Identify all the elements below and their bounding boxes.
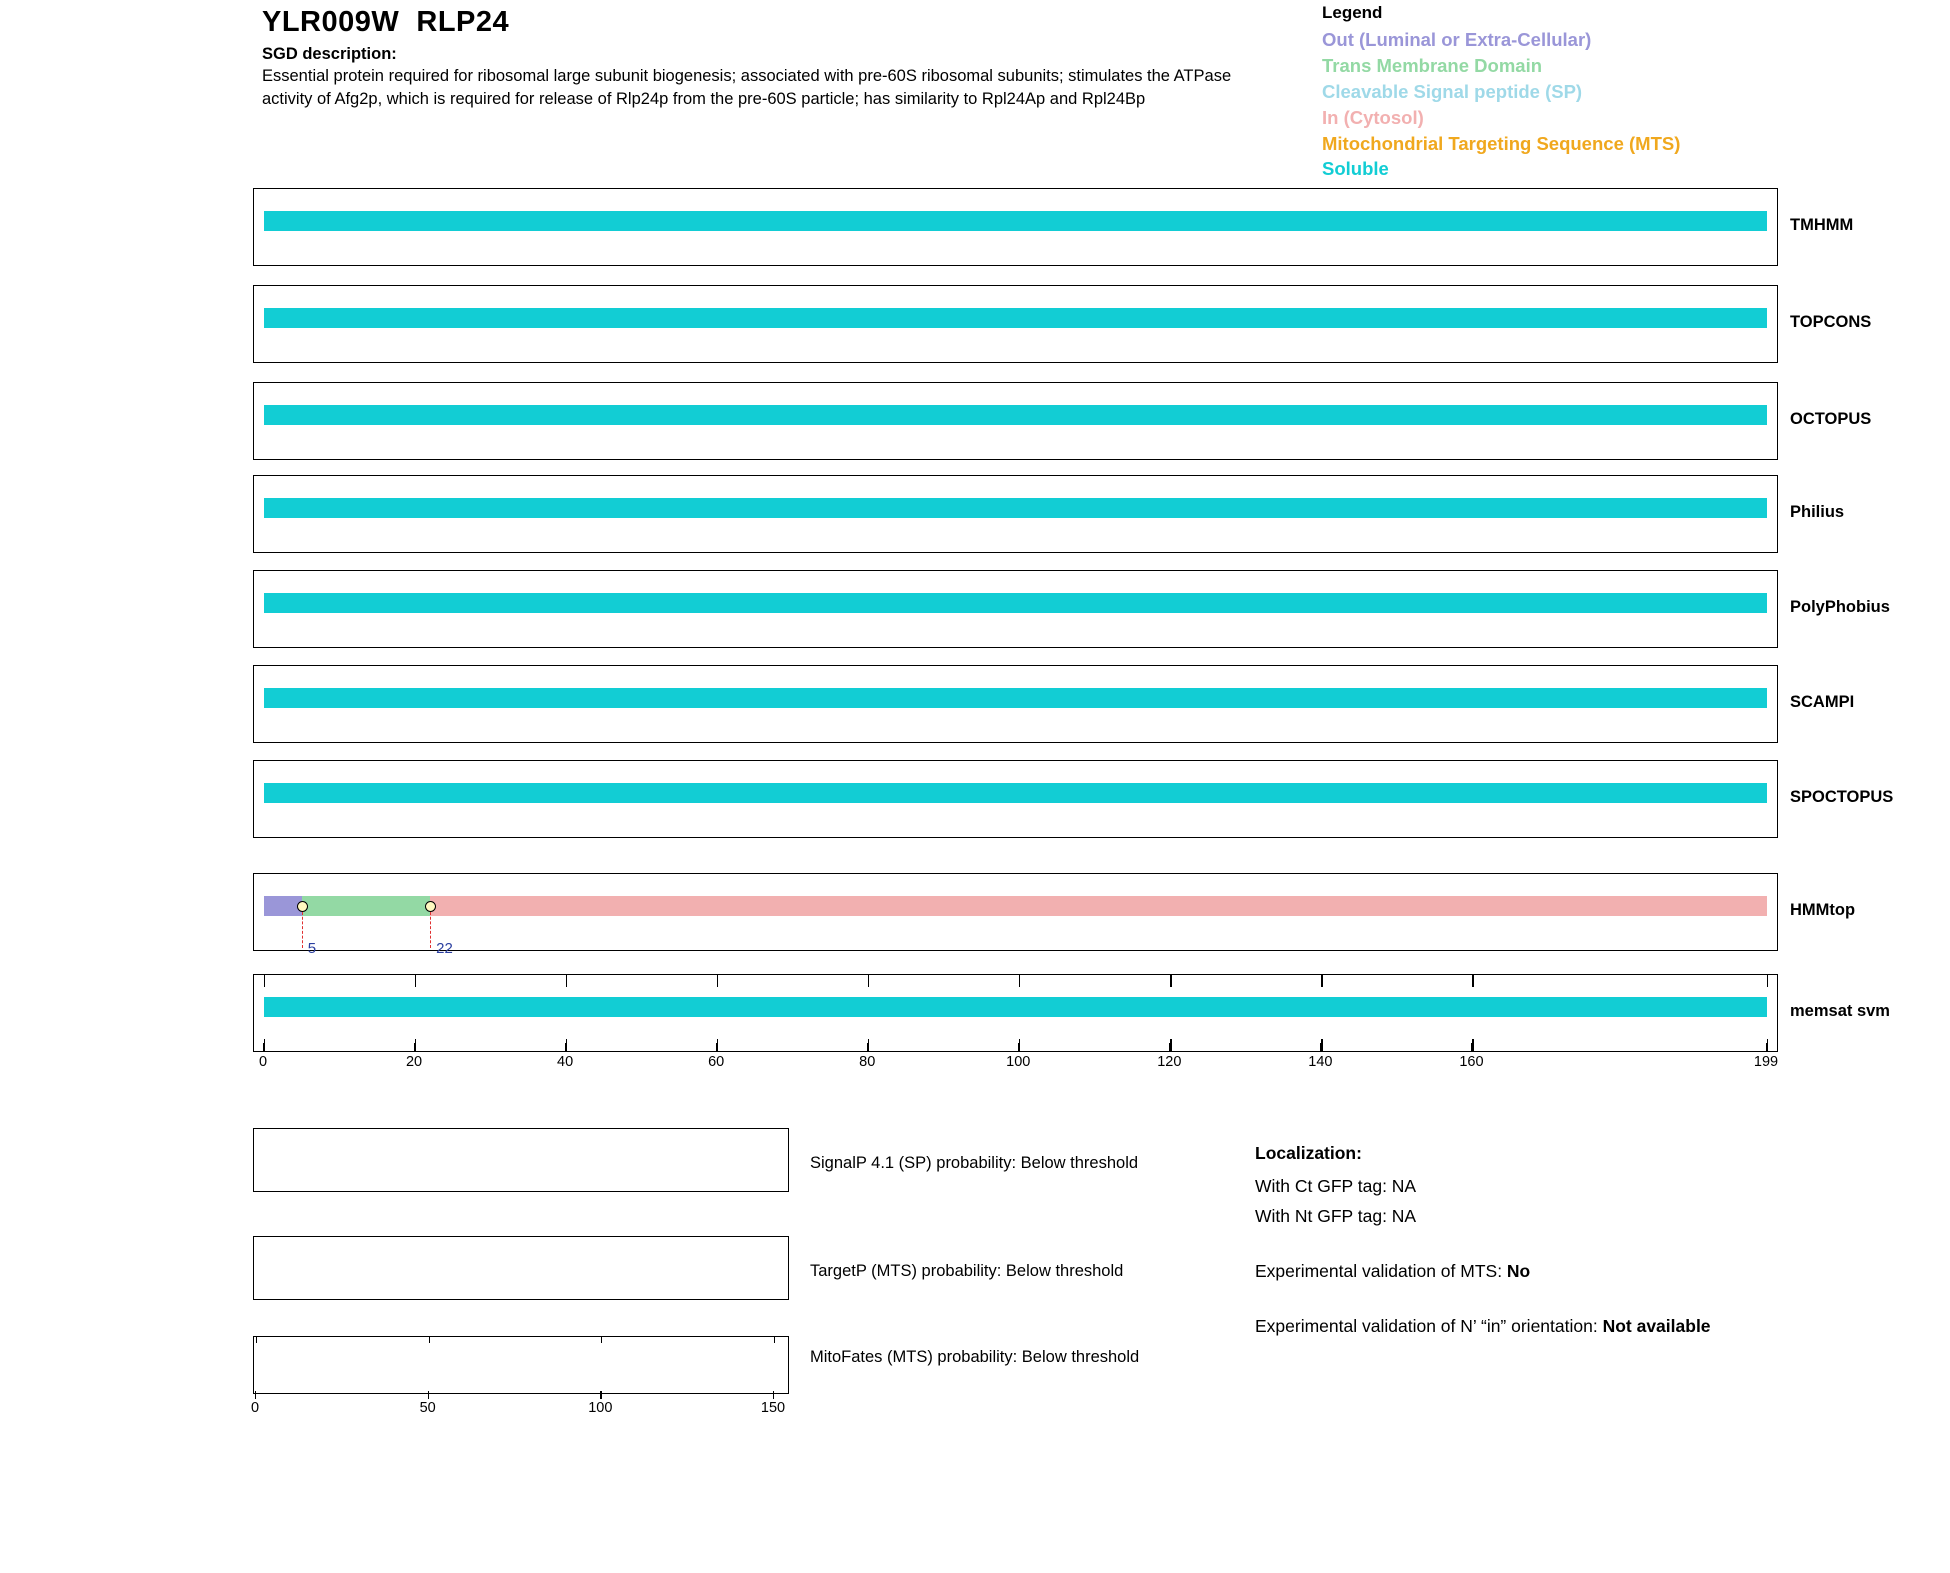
mini-axis-tick bbox=[255, 1391, 256, 1399]
axis-tick-label: 140 bbox=[1308, 1054, 1333, 1070]
topology-segment bbox=[264, 211, 1767, 231]
axis-tick bbox=[1169, 1043, 1170, 1052]
axis-tick-label: 0 bbox=[258, 1054, 268, 1070]
orientation-validation-line bbox=[1255, 1313, 1855, 1339]
axis-tick-inner bbox=[1321, 975, 1322, 987]
axis-tick-label: 60 bbox=[708, 1054, 725, 1070]
residue-axis bbox=[253, 1043, 1778, 1079]
axis-tick-label: 100 bbox=[1006, 1054, 1031, 1070]
mini-plot-tick bbox=[774, 1337, 775, 1343]
track-row bbox=[0, 760, 1950, 838]
axis-tick-label: 80 bbox=[859, 1054, 876, 1070]
topology-segment bbox=[264, 308, 1767, 328]
legend-item-tmd: Trans Membrane Domain bbox=[1322, 54, 1543, 76]
track-box-octopus bbox=[253, 382, 1778, 460]
signalp-caption: SignalP 4.1 (SP) probability: Below threshold bbox=[810, 1154, 1139, 1172]
legend-item-sp: Cleavable Signal peptide (SP) bbox=[1322, 80, 1583, 102]
sgd-description-label: SGD description: bbox=[262, 45, 397, 63]
track-row bbox=[0, 188, 1950, 266]
track-row bbox=[0, 285, 1950, 363]
topology-segment bbox=[264, 498, 1767, 518]
track-row bbox=[0, 382, 1950, 460]
mts-validation-line bbox=[1255, 1258, 1855, 1284]
header bbox=[262, 6, 1292, 111]
boundary-marker-line bbox=[430, 912, 431, 948]
track-label-scampi: SCAMPI bbox=[1790, 693, 1855, 711]
axis-tick bbox=[716, 1043, 717, 1052]
mini-axis-tick-label: 50 bbox=[419, 1400, 436, 1416]
axis-tick bbox=[263, 1043, 264, 1052]
legend-item-soluble: Soluble bbox=[1322, 158, 1389, 180]
axis-tick-label: 199 bbox=[1753, 1054, 1779, 1070]
axis-tick-label: 40 bbox=[557, 1054, 574, 1070]
mitofates-caption: MitoFates (MTS) probability: Below threshold bbox=[810, 1348, 1140, 1366]
orientation-validation-label: Experimental validation of N’ “in” orientation: bbox=[1255, 1315, 1603, 1336]
ct-gfp-line: With Ct GFP tag: NA bbox=[1255, 1176, 1417, 1196]
track-label-tmhmm: TMHMM bbox=[1790, 216, 1854, 234]
axis-tick bbox=[1471, 1043, 1472, 1052]
mini-axis-tick-label: 150 bbox=[760, 1400, 786, 1416]
axis-tick-inner bbox=[415, 975, 416, 987]
page-title: YLR009W RLP24 bbox=[262, 6, 510, 38]
topology-bar bbox=[264, 896, 1767, 957]
track-box-spoctopus bbox=[253, 760, 1778, 838]
track-box-topcons bbox=[253, 285, 1778, 363]
mini-axis-tick-label: 100 bbox=[588, 1400, 613, 1416]
track-label-memsat-svm: memsat svm bbox=[1790, 1002, 1890, 1020]
topology-segment bbox=[264, 688, 1767, 708]
axis-tick bbox=[1018, 1043, 1019, 1052]
topology-bar bbox=[264, 783, 1767, 803]
axis-tick-inner bbox=[264, 975, 265, 987]
mitofates-plot-box bbox=[253, 1336, 789, 1394]
axis-tick-inner bbox=[1170, 975, 1171, 987]
axis-tick-inner bbox=[1767, 975, 1768, 987]
topology-bar bbox=[264, 405, 1767, 425]
track-row bbox=[0, 873, 1950, 957]
localization-info bbox=[1255, 1143, 1915, 1339]
boundary-marker-dot bbox=[297, 901, 308, 912]
track-box-hmmtop bbox=[253, 873, 1778, 957]
axis-tick bbox=[1766, 1043, 1767, 1052]
axis-tick-inner bbox=[566, 975, 567, 987]
boundary-marker-label: 22 bbox=[436, 940, 453, 957]
mini-axis-tick bbox=[428, 1391, 429, 1399]
axis-tick-label: 120 bbox=[1157, 1054, 1182, 1070]
mini-plot-tick bbox=[429, 1337, 430, 1343]
topology-segment bbox=[264, 997, 1767, 1017]
mini-axis-tick-label: 0 bbox=[250, 1400, 260, 1416]
axis-tick bbox=[1320, 1043, 1321, 1052]
axis-tick-inner bbox=[1019, 975, 1020, 987]
legend-item-mts: Mitochondrial Targeting Sequence (MTS) bbox=[1322, 132, 1681, 154]
targetp-plot-box bbox=[253, 1236, 789, 1300]
legend-item-out: Out (Luminal or Extra-Cellular) bbox=[1322, 29, 1592, 50]
track-label-spoctopus: SPOCTOPUS bbox=[1790, 788, 1894, 806]
topology-segment bbox=[264, 405, 1767, 425]
topology-bar bbox=[264, 211, 1767, 231]
track-row bbox=[0, 665, 1950, 743]
track-row bbox=[0, 570, 1950, 648]
axis-tick bbox=[414, 1043, 415, 1052]
mini-plot-tick bbox=[601, 1337, 602, 1343]
signalp-plot-box bbox=[253, 1128, 789, 1192]
localization-heading: Localization: bbox=[1255, 1143, 1362, 1163]
axis-tick-label: 20 bbox=[405, 1054, 423, 1070]
topology-segment bbox=[264, 783, 1767, 803]
boundary-marker-label: 5 bbox=[307, 940, 317, 957]
legend-title: Legend bbox=[1322, 3, 1383, 22]
mini-plot-tick bbox=[256, 1337, 257, 1343]
topology-segment bbox=[302, 896, 430, 916]
nt-gfp-line: With Nt GFP tag: NA bbox=[1255, 1206, 1417, 1227]
topology-bar bbox=[264, 498, 1767, 518]
track-label-polyphobius: PolyPhobius bbox=[1790, 598, 1890, 616]
axis-tick bbox=[565, 1043, 566, 1052]
track-box-philius bbox=[253, 475, 1778, 553]
track-box-memsat-svm bbox=[253, 974, 1778, 1052]
mini-axis-tick bbox=[773, 1391, 774, 1399]
orientation-validation-value: Not available bbox=[1602, 1315, 1711, 1336]
mini-residue-axis bbox=[250, 1391, 813, 1421]
boundary-marker-line bbox=[302, 912, 303, 948]
legend-item-in: In (Cytosol) bbox=[1322, 106, 1424, 128]
axis-tick-label: 160 bbox=[1459, 1054, 1484, 1070]
topology-bar bbox=[264, 688, 1767, 708]
mts-validation-value: No bbox=[1506, 1261, 1531, 1282]
track-box-scampi bbox=[253, 665, 1778, 743]
track-row bbox=[0, 475, 1950, 553]
legend bbox=[1322, 3, 1922, 182]
topology-bar bbox=[264, 997, 1767, 1017]
track-row bbox=[0, 974, 1950, 1052]
track-label-topcons: TOPCONS bbox=[1790, 313, 1872, 331]
sgd-description-text: Essential protein required for ribosomal large subunit biogenesis; associated with pre-60S ribosomal subunits; stimulates the ATPase activity of Afg2p, which is required for release of Rlp24p from the pre-60S particle; has similarity to Rpl24Ap and Rpl24Bp bbox=[262, 67, 1232, 108]
track-label-philius: Philius bbox=[1790, 503, 1845, 521]
axis-tick-inner bbox=[717, 975, 718, 987]
axis-tick-inner bbox=[868, 975, 869, 987]
track-box-tmhmm bbox=[253, 188, 1778, 266]
topology-bar bbox=[264, 593, 1767, 613]
topology-segment bbox=[430, 896, 1767, 916]
topology-segment bbox=[264, 593, 1767, 613]
topology-bar bbox=[264, 308, 1767, 328]
targetp-caption: TargetP (MTS) probability: Below threshold bbox=[810, 1262, 1124, 1280]
track-box-polyphobius bbox=[253, 570, 1778, 648]
track-label-octopus: OCTOPUS bbox=[1790, 410, 1872, 428]
mts-validation-label: Experimental validation of MTS: bbox=[1255, 1261, 1507, 1282]
axis-tick bbox=[867, 1043, 868, 1052]
mini-axis-tick bbox=[600, 1391, 601, 1399]
axis-tick-inner bbox=[1472, 975, 1473, 987]
track-label-hmmtop: HMMtop bbox=[1790, 901, 1856, 919]
